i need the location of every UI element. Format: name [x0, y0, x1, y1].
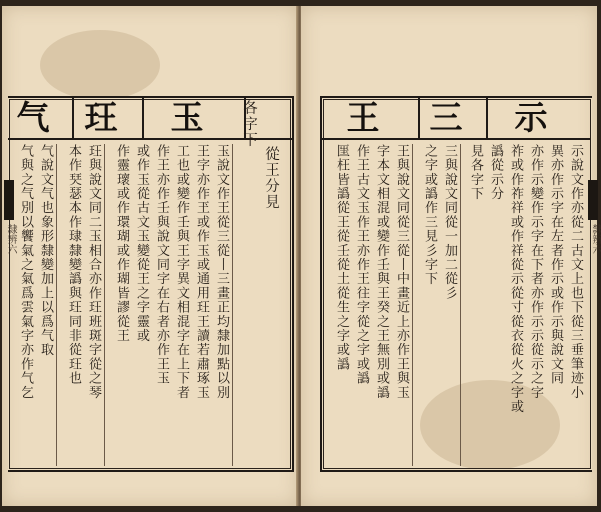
column-rule	[412, 144, 413, 466]
text-column: 匩枉皆譌從王從壬從土從生之字或譌	[334, 144, 349, 372]
text-column: 各字下	[241, 100, 257, 149]
right-head-char-3: 王	[346, 98, 394, 137]
fish-tail-marker	[4, 180, 14, 220]
text-column: 玉說文作王從三從丨三畫正均隸加點以別	[214, 144, 229, 400]
text-column: 工也或變作壬與王字異文相混字在上下者	[174, 144, 189, 400]
text-column: 气說文气也象形隸變加上以爲气取	[38, 144, 53, 357]
text-column: 或作玉從古文玉變從王之字靈或	[134, 144, 149, 343]
text-column: 祚或作祚祥或作祥從示從寸從衣從火之字或	[508, 144, 523, 414]
paper-stain	[40, 30, 160, 100]
text-column: 气與之气別以饗氣之氣爲雲氣字亦作气乞	[18, 144, 33, 400]
right-head-char-2: 三	[429, 98, 477, 137]
column-rule	[460, 144, 461, 466]
text-column: 譌從示分	[488, 144, 503, 201]
text-column: 作王古文玉作王亦作王往字從之字或譌	[354, 144, 369, 386]
text-column: 從王分見	[263, 146, 279, 211]
right-head-char-1: 示	[514, 98, 562, 137]
text-column: 見各字下	[468, 144, 483, 201]
text-column: 示說文作亦從二古文上也下從三垂筆迹小	[568, 144, 583, 400]
left-head-char-3: 玉	[170, 98, 218, 137]
text-column: 王與說文同從三從丨中畫近上亦作王與玉	[394, 144, 409, 400]
fish-tail-marker	[588, 180, 598, 220]
text-column: 之字或譌作三見彡字下	[422, 144, 437, 286]
text-column: 字本文相混或變作壬與王癸之王無別或譌	[374, 144, 389, 400]
text-column: 三與說文同從一加二從彡	[442, 144, 457, 301]
column-rule	[232, 144, 233, 466]
text-column: 玨與說文同二玉相合亦作玨班斑字從之琴	[86, 144, 101, 400]
text-column: 王字亦作玊或作玉或通用玨王讀若肅琢玉	[194, 144, 209, 400]
left-margin-label: 隸辨六	[5, 224, 16, 254]
text-column: 亦作示變作示字在下者亦作示示從示之字	[528, 144, 543, 400]
left-head-char-2: 玨	[84, 98, 132, 137]
right-margin-label: 隸辨六	[590, 224, 601, 254]
text-column: 異亦作示字在左者作示或作示與說文同	[548, 144, 563, 386]
column-rule	[56, 144, 57, 466]
text-column: 作靈瓌或作環瑚或作瑚皆謬從王	[114, 144, 129, 343]
text-column: 本作珡瑟本作㻖隸變譌與玨同非從玨也	[66, 144, 81, 386]
left-head-char-1: 气	[16, 98, 64, 137]
column-rule	[104, 144, 105, 466]
text-column: 作王亦作壬與說文同字在右者亦作王玉	[154, 144, 169, 386]
